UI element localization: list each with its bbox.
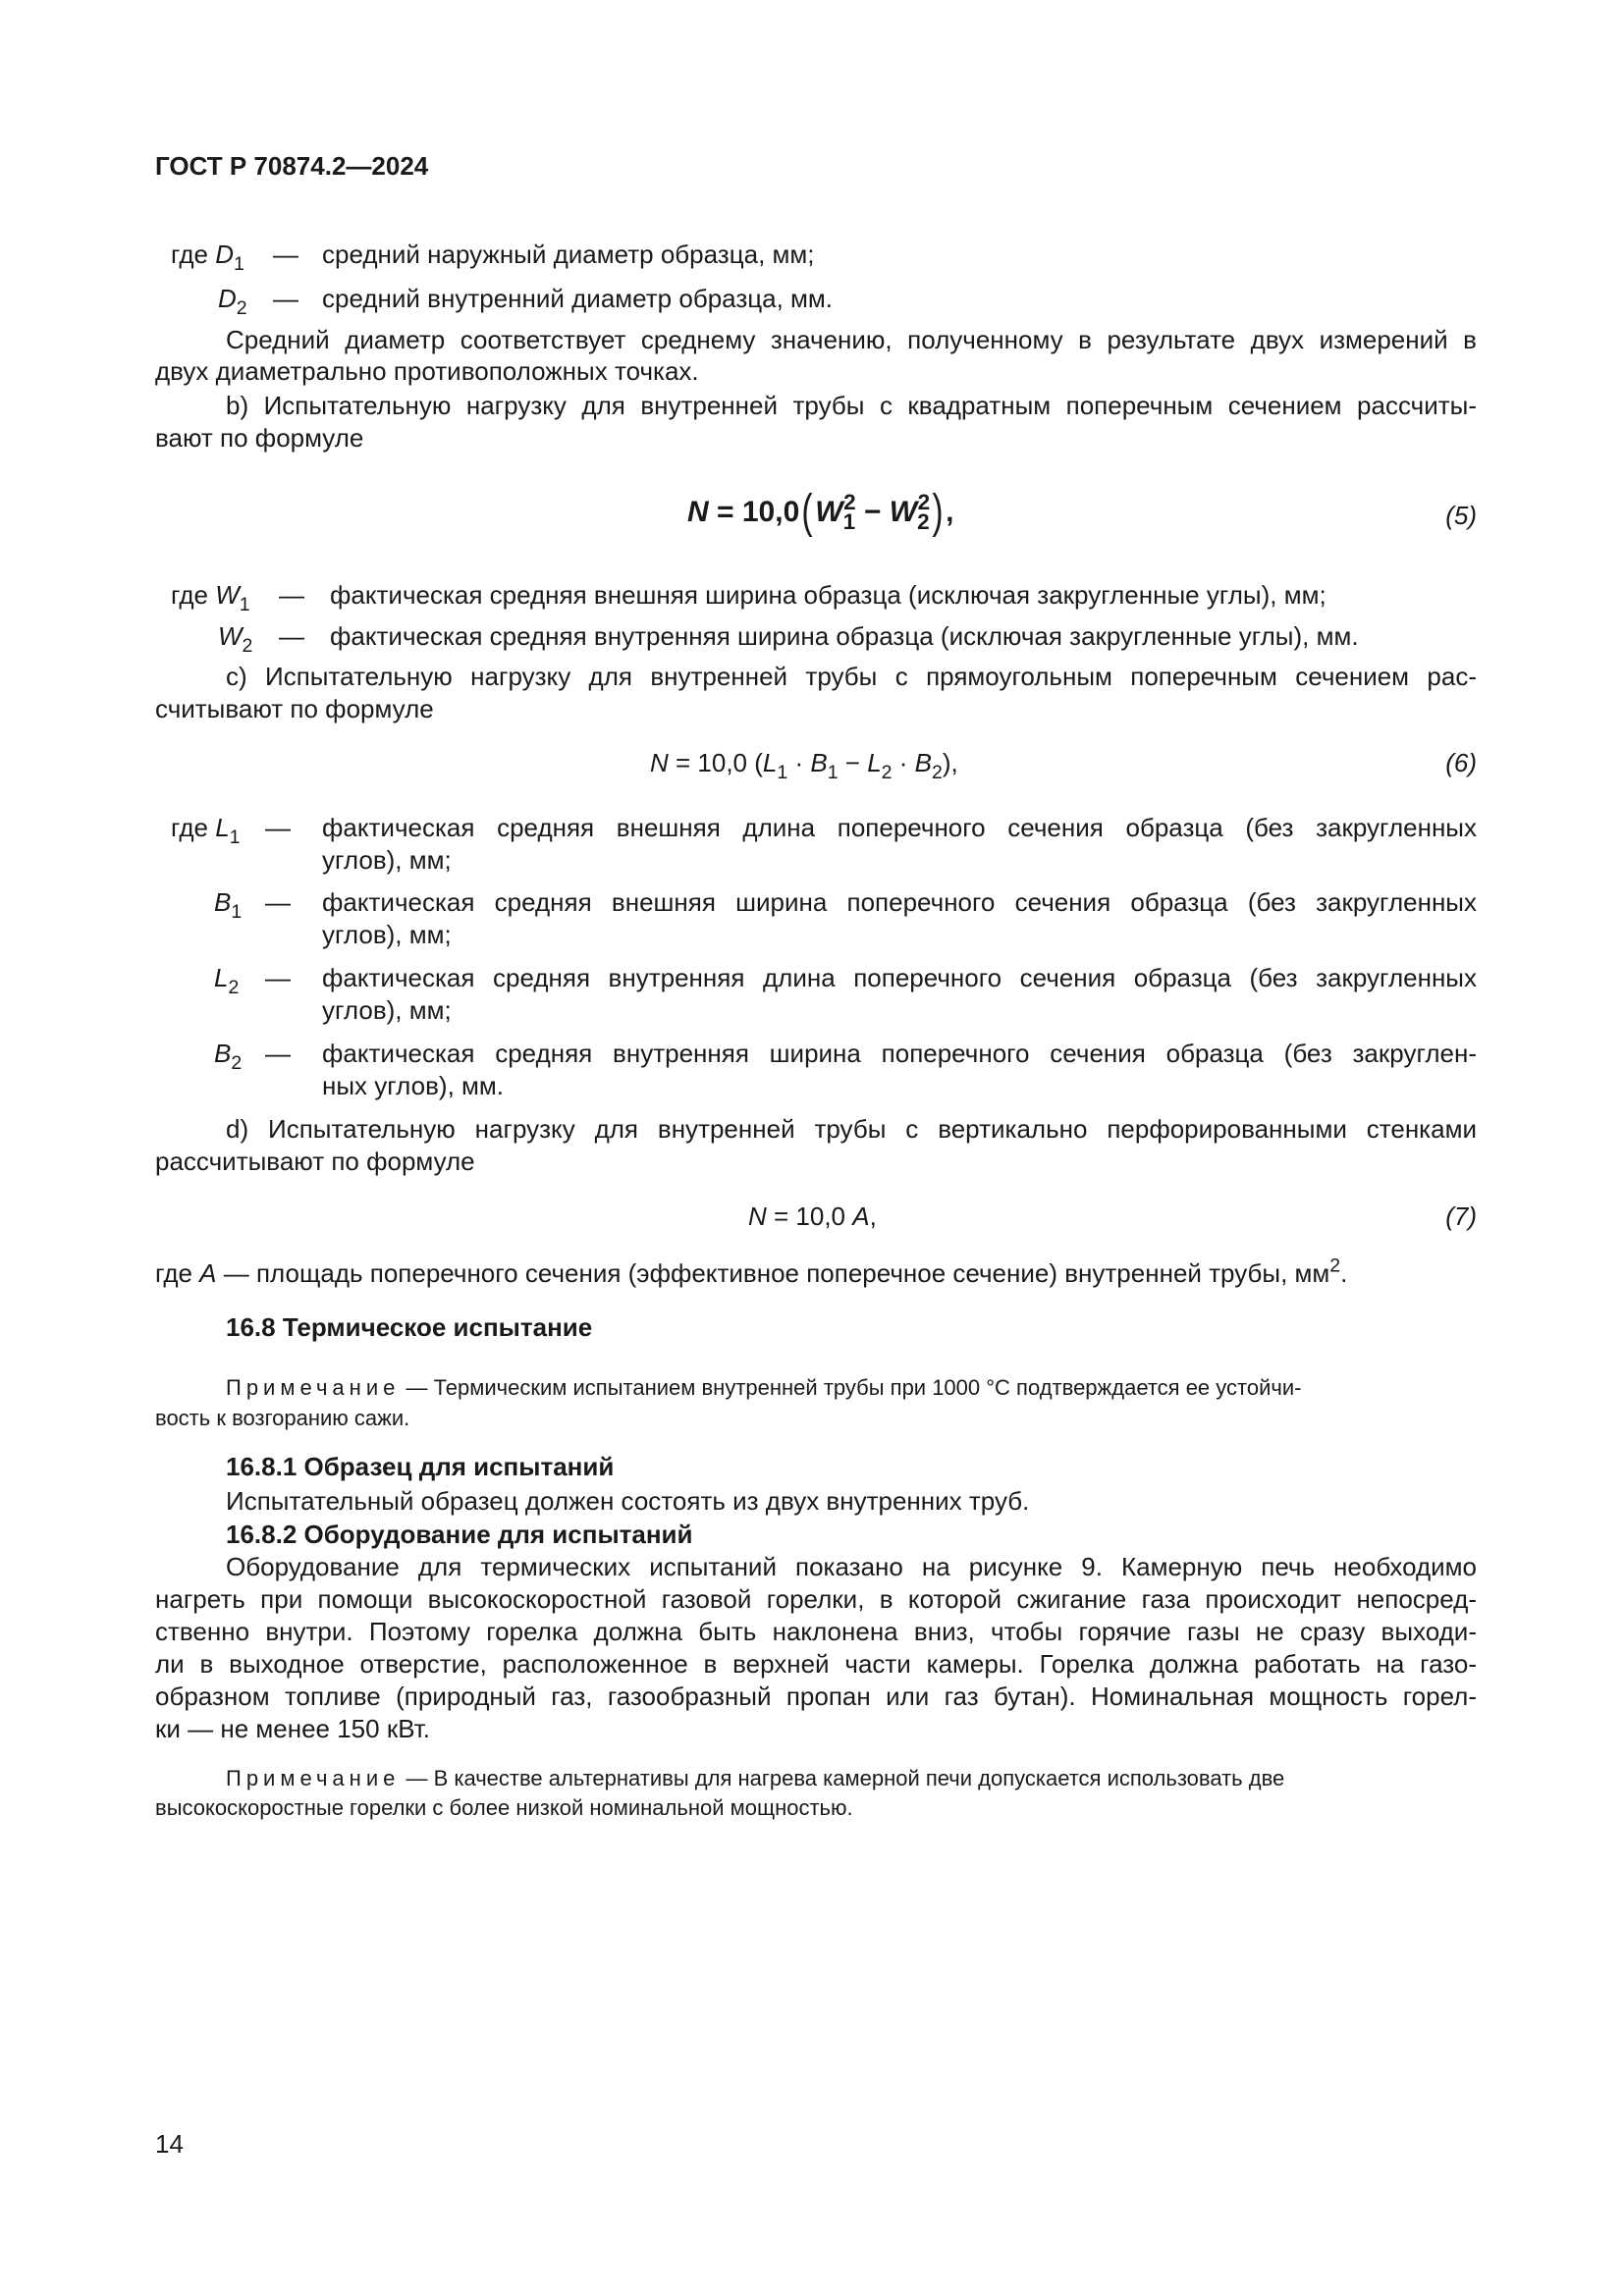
definition-text: средний наружный диаметр образца, мм; bbox=[322, 240, 815, 269]
definition-lead: где $L_1$ bbox=[171, 813, 241, 848]
definition-lead: где $W_1$ bbox=[171, 580, 250, 615]
note-2-line1: Примечание — В качестве альтернативы для нагрева камерной печи допускается использовать две bbox=[226, 1766, 1285, 1790]
paragraph-b-line2: вают по формуле bbox=[155, 423, 364, 453]
definition-text-line2: углов), мм; bbox=[322, 845, 452, 875]
note-label: Примечание bbox=[226, 1375, 401, 1400]
note-2-line2: высокоскоростные горелки с более низкой номинальной мощностью. bbox=[155, 1795, 853, 1820]
formula-6: N = 10,0 $(L_1 \cdot B_1 - L_2 \cdot B_2)$, bbox=[650, 748, 958, 783]
paragraph-d-line1: d) Испытательную нагрузку для внутренней трубы с вертикально перфорированными стенками bbox=[226, 1114, 1477, 1144]
definition-dash: — bbox=[265, 963, 291, 992]
section-16-8-title: 16.8 Термическое испытание bbox=[226, 1312, 593, 1342]
section-16-8-2-line6: ки — не менее 150 кВт. bbox=[155, 1714, 430, 1743]
note-1-line1: Примечание — Термическим испытанием внутренней трубы при 1000 °С подтверждается ее устойчи- bbox=[226, 1375, 1302, 1400]
definition-text-line1: фактическая средняя внешняя ширина поперечного сечения образца (без закругленных bbox=[322, 887, 1477, 917]
definition-symbol: $L_2$ bbox=[214, 963, 240, 998]
equation-number-7: (7) bbox=[1445, 1201, 1477, 1231]
definition-dash: — bbox=[273, 240, 298, 269]
definition-dash: — bbox=[279, 580, 304, 610]
definition-text-line2: ных углов), мм. bbox=[322, 1071, 504, 1100]
paragraph-d-line2: рассчитывают по формуле bbox=[155, 1147, 475, 1176]
definition-symbol: $B_2$ bbox=[214, 1039, 243, 1074]
definition-symbol: $D_2$ bbox=[218, 284, 247, 319]
definition-text-line2: углов), мм; bbox=[322, 920, 452, 949]
definition-symbol: $W_2$ bbox=[218, 621, 253, 657]
equation-number-6: (6) bbox=[1445, 748, 1477, 777]
section-16-8-2-line3: ственно внутри. Поэтому горелка должна быть наклонена вниз, чтобы горячие газы не сразу выходи- bbox=[155, 1617, 1477, 1646]
definition-text-line1: фактическая средняя внутренняя ширина поперечного сечения образца (без закруглен- bbox=[322, 1039, 1477, 1068]
definition-dash: — bbox=[265, 887, 291, 917]
definition-lead: где $D_1$ bbox=[171, 240, 244, 275]
section-16-8-1-title: 16.8.1 Образец для испытаний bbox=[226, 1452, 615, 1481]
paragraph-mean-diameter-line2: двух диаметрально противоположных точках. bbox=[155, 356, 699, 386]
paragraph-c-line2: считывают по формуле bbox=[155, 694, 434, 723]
definition-text: фактическая средняя внутренняя ширина образца (исключая закругленные углы), мм. bbox=[330, 621, 1359, 651]
section-16-8-2-line1: Оборудование для термических испытаний показано на рисунке 9. Камерную печь необходимо bbox=[226, 1552, 1477, 1581]
definition-dash: — bbox=[279, 621, 304, 651]
definition-text-line2: углов), мм; bbox=[322, 995, 452, 1025]
definition-dash: — bbox=[273, 284, 298, 313]
paragraph-c-line1: c) Испытательную нагрузку для внутренней трубы с прямоугольным поперечным сечением рас- bbox=[226, 662, 1477, 691]
page-number: 14 bbox=[155, 2129, 184, 2159]
definition-dash: — bbox=[265, 813, 291, 842]
formula-7: N = 10,0 A, bbox=[748, 1201, 877, 1231]
note-1-line2: вость к возгоранию сажи. bbox=[155, 1406, 410, 1430]
formula-5: $N = 10,0(W_1^2 - W_2^2)$, bbox=[687, 486, 954, 538]
section-16-8-2-line4: ли в выходное отверстие, расположенное в верхней части камеры. Горелка должна работать на газо- bbox=[155, 1649, 1477, 1679]
section-16-8-2-title: 16.8.2 Оборудование для испытаний bbox=[226, 1520, 693, 1549]
section-16-8-1-text: Испытательный образец должен состоять из двух внутренних труб. bbox=[226, 1486, 1030, 1516]
document-header-title: ГОСТ Р 70874.2—2024 bbox=[155, 151, 429, 181]
paragraph-b-line1: b) Испытательную нагрузку для внутренней трубы с квадратным поперечным сечением рассчиты- bbox=[226, 391, 1477, 420]
section-16-8-2-line5: образном топливе (природный газ, газообразный пропан или газ бутан). Номинальная мощность горел- bbox=[155, 1682, 1477, 1711]
definition-a: где A — площадь поперечного сечения (эффективное поперечное сечение) внутренней трубы, $мм^2$. bbox=[155, 1255, 1348, 1288]
definition-symbol: $B_1$ bbox=[214, 887, 243, 923]
definition-dash: — bbox=[265, 1039, 291, 1068]
paragraph-mean-diameter-line1: Средний диаметр соответствует среднему значению, полученному в результате двух измерений в bbox=[226, 325, 1477, 354]
definition-text: средний внутренний диаметр образца, мм. bbox=[322, 284, 834, 313]
equation-number-5: (5) bbox=[1445, 501, 1477, 530]
section-16-8-2-line2: нагреть при помощи высокоскоростной газовой горелки, в которой сжигание газа происходит непосред- bbox=[155, 1584, 1477, 1614]
definition-text-line1: фактическая средняя внутренняя длина поперечного сечения образца (без закругленных bbox=[322, 963, 1477, 992]
note-label: Примечание bbox=[226, 1766, 401, 1790]
definition-text: фактическая средняя внешняя ширина образца (исключая закругленные углы), мм; bbox=[330, 580, 1326, 610]
definition-text-line1: фактическая средняя внешняя длина поперечного сечения образца (без закругленных bbox=[322, 813, 1477, 842]
